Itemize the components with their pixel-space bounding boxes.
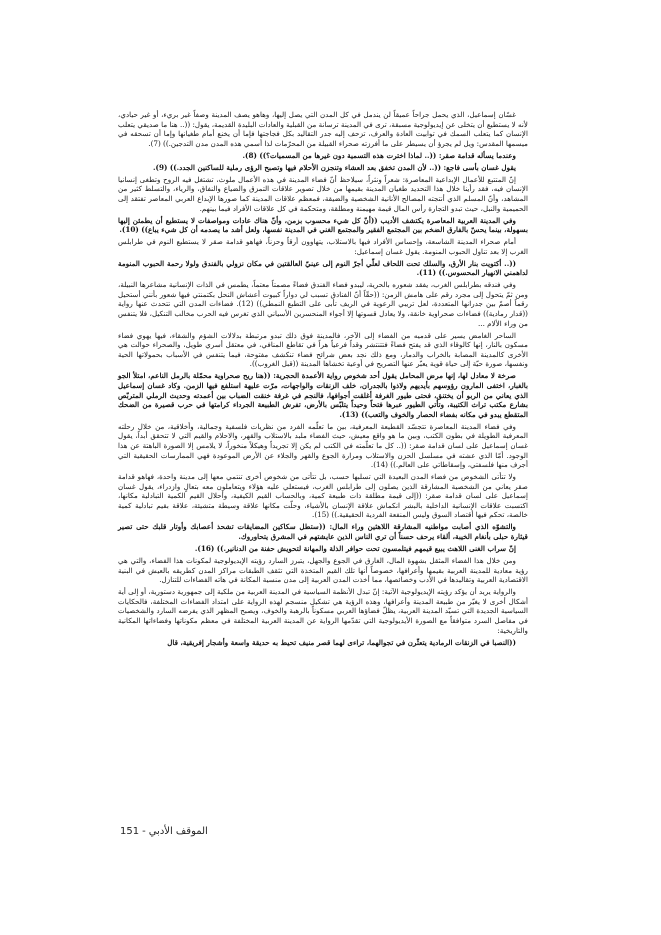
footer-separator: -	[142, 826, 146, 837]
journal-name: الموقف الأدبي	[148, 826, 208, 837]
page-footer	[120, 826, 208, 837]
paragraph: الساحر الغامض يسير على قدميه من الفضاء إلى الآخر، فالمدينة فوق ذلك تبدو مرتبطة بدلالات الشؤم والشقاء، فيها يهوي فضاء مسكون بالنار، إنها كالوقاء الذي قد يفتح فضاءً فتتنتشر وقداً فرعياً هراً في تقاطع المنافي، في معتقل أسري طويل، والصحراء حوالت هي الأخرى كالمدينة المصابة بالخراب والدمار، ومع ذلك نجد بعض شرائح فضاء تنكشف مفتوحة، فيما يتنفس في الأسباب بحمولاتها الحية ونفسها، صورة حيّة إلى حياة قوية يعبّر عنها التصريح في أوعية تخشاها المدينة ((قبل الغروب)).	[118, 330, 528, 369]
paragraph: غسّان إسماعيل، الذي يحمل جراحاً عميقاً لن يندمل في كل المدن التي يصل إليها، وهاهو يصف المدينة وصفاً غير بريء، أو غير حيادي، لأنه لا يستطيع أن يتخلى عن إيديولوجية مسبقة، ترى في المدينة ترسانة من القبلية والعادات البليدة القديمة، يقول: ((.. هنا ما صديقي يتعلب الإنسان كما يتعلب السمك في توابيت العادة والعرف، تزحف إليه جدر التقاليد بكل فجاجتها فإما أن يخنع أمام طغيانها وإما أن تسحقه في ميسمها المقدس: ويل لم يجرؤ أن يسيطر على ما أفرزته صحراء القبيلة من المحرّمات لذا أسمي هذه المدن مدن التدجين.)) (7).	[118, 110, 528, 148]
paragraph: وعندما يسأله قدامة صقر: ((.. لماذا اخترت هذه التسمية دون غيرها من المسميات؟)) (8).	[242, 150, 516, 160]
paragraph: إنّ المتتبع للأعمال الإبداعية المعاصرة: شعراً ونثراً، سيلاحظ أنّ فضاء المدينة في هذه الأعمال ملوث، تشتغل فيه الروح وتطغى إنسانيا الإنسان فيه، فقد رأينا خلال هذا التحديد طغيان المدينة بقيمها من خلال تصوير علاقات التمزق والضياع والنفاق، والرياء، والتسلط كثير من المشاهد، وأنّ المسلم الذي أنتجته المصالح الأنانية الشخصية والضيقة، فمعظم علاقات المدينة كما صورها الإبداع العربي المعاصر تفتقد إلى الحميمية والنبل، حيث تبدو التجارة رأس المال قيمة مهيمنة ومطلقة، ومتحكمة في كل علاقات الأفراد فيما بينهم.	[118, 174, 528, 213]
paragraph: ولا تتأتى الشخوص من فضاء المدن البعيدة التي تسلبها حسب، بل تتأتى من شخوص أخرى تنتمي معها إلى مدينة واحدة، فهاهو قدامة صقر يعاني من الشخصية المشارقة الذين يصلون إلى طرابلس الغرب، فيستعلي عليه هؤلاء ويتعاملون معه بتعالٍ وازدراء، يقول غسان إسماعيل على لسان قدامة صقر: ((إلى قيمة مطلقة ذات طبيعة كمية، وبالحساب القيم الكيفية، وأحلال القيم الكمية التبادلية مكانها، اكتسبت علاقات الإنسانية الداخلية بالبشر انكماش علاقة الإنسان بالأشياء، وحلّت مكانها علاقة وسيطة متشيئة، علاقة بقيم تبادلية كمية خالصة، تحكم فيها أقتصاد السوق وليس المنفعة الفردية الحقيقية.)) (15).	[118, 472, 528, 520]
paragraph: صرخة لا معادل لها، إنها مرض المحامل يقول أحد شخوص رواية الأعمدة الحجرية: ((هنا ريح صحراوية محمّلة بالرمل الناعم، امتلأ الجو بالغبار، اختفى المارون رؤوسهم بأيديهم ولاذوا بالجدران، خلف الزنقات والواجهات، مرّت عليهة استلفع فيها الزمن. وكاد غسان إسماعيل الذي يعاني من الربو أن يختنق، فحتى طيور الغرفة أغلقت أجوافها، فالنجم في غرفة خنقت الضباب بين أعمدته وحديث الرملي المتربّص بشارع مكتب تراث الكتيبة، وتأتي الطيور عبرها فتحاً وحيداً يتلبّس بالأرض، تفرش الطبيعة الجرداء كرامتها في حرب قصيرة من الضحك المتقطع يبدو في مكانه بفضاء الحصار والخوف والتعب)) (13).	[118, 371, 528, 419]
text-column	[118, 110, 528, 650]
paragraph: إنّ سراب الغنى اللاهث يبيع قيمهم فيتلمسون تحت حوافر الذلة والمهانة لتحويش حفنة من الدنانير.)) (16).	[194, 544, 516, 554]
paragraph: وفي المدينة العربية المعاصرة يكتشف الأديب ((أنّ كل شيء محسوب بزمن، وأنّ هناك عادات ومواصفات لا يستطيع أن يطمئن إليها بسهولة، بينما يحسّ بالفارق الضخم بين المجتمع الفقير والمجتمع الغني في المدينة نفسها، ولعل أشد ما يصدمه أن كل شيء يباع)) (10).	[118, 215, 528, 235]
paragraph: والتشوّه الذي أصابت مواطنيه المشارقة اللاهثين وراء المال: ((ستطل سكاكين المضايقات تشحذ أعصابك وأوتار قلبك حتى تصير قيثارة حبلى بأنغام الخيبة، ألقاء يرحف حسناً أن تري الناس الذين عايشتهم في المشرق يتحاوروك.	[118, 522, 528, 542]
paragraph: يقول غسان بأسى فاجع: ((.. لأن المدن تخفق بعد العشاء وتنجزن الأحلام فيها وتصبح الرؤى رملية للساكنين الجدد.)) (9).	[153, 162, 516, 172]
paragraph: وفي فندقه بطرابلس الغرب، يفقد شعوره بالحرية، ليبدو فضاء الفندق فضاءً مصمتاً معتماً، يطمس في الذات الإنسانية مشاعرها النبيلة، ومن ثمّ يتحول إلى مجرد رقم على هامش الزمن: ((حقّاً أنّ الفنادق تسبب لي دواراً كبيوت أعشاش النحل بكتمنتي فيها شعور بأنني أستحيل رقماً أصمّ بين جدرانها المتعددة، لعل تريبي الرعوية في الريف تأبى على التطبع النمطي)) (12). فضاءات المدن التي تتحدث عنها رواية ((قدار رمادية)) فضاءات صحراوية خانقة، ولا يعادل قسوتها إلا أجواء المنحسرين الأسياني الذي تغرس فيه الحرب مخالب التنكيل، فلا يتنفس من وراء الألام ...	[118, 280, 529, 328]
paragraph: أمام صحراء المدينة الشاسعة، وإحساس الأفراد فيها بالاستلاب، يتهاوون أرقاً وحزناً، فهاهو قدامة صقر لا يستطيع النوم في طرابلس الغرب إلا بعد تناول الحبوب المنومة. يقول غسان إسماعيل:	[118, 237, 528, 256]
paragraph: ((النصبا في الزنقات الرمادية يتعثّرن في تجوالهما، تراءى لهما قصر منيف تحيط به حديقة واسعة وأشجار إفريقية، قال	[167, 637, 516, 647]
paragraph: وفي فضاء المدينة المعاصرة تتجسّد القطيعة المعرفية، بين ما تعلّمه الفرد من نظريات فلسفية وجمالية، وأخلاقية، من خلال رحلته المعرفية الطويلة في بطون الكتب، وبين ما هو واقع معيش، حيث الفضاء ملبد بالاستلاب والقهر، والاحلام والقيم التي لا تتحقق أبداً، يقول غسان إسماعيل على لسان قدامة صقر: ((.. كل ما تعلّمته في الكتب لم يكن إلا تجريداً وهيكلاً منخوراً، لا يلامس إلا الصورة الباهتة عن هذا الوجود. أمّا الذي عشته في مسلسل الحزن والاستلاب ومرارة الجوع والقهر والجلاء عن الأرض الموعودة فهي الممارسات الحقيقية التي أجرف منها فلسفتي، وإسقاطاتي على العالم.)) (14).	[118, 421, 528, 470]
paragraph: ومن خلال هذا الفضاء المثقل بشهوة المال، الغارق في الجوع والجهل، يتبرز السارد رؤيته الإيديولوجية لمكونات هذا الفضاء، والتي هي رؤية معادية للمدينة العربية بقيمها وأعرافها، خصوصاً أنها تلك القيم المتخذة التي تثقف الطبقات مراكز المدن كطريقه بالعيش في البنية الاقتصادية العربية وتقاليدها في الأدب وخصائصها، مما أخذت المدن العربية إلى مدن منسية المكانة في هاته الفضاءات للتنازل.	[118, 556, 528, 585]
page-number: 151	[120, 826, 140, 837]
paragraph: والرواية يريد أن يؤكد رؤيته الإيديولوجية الآتية: إنّ تبدل الأنظمة السياسية في المدينة العربية من ملكية إلى جمهورية دستورية، أو إلى أية أشكال أخرى لا يغيّر من طبيعة المدينة وأعرافها، وهذه الرؤية هي تشكيل منسجم لهذه الرواية على امتداد الفضاءات المختلفة، فالحكايات السياسية الجديدة التي تسيّد المدينة العربية، يظلّ فضاؤها العربي مسكوناً بالرهبة والخوف، ويصبح المظهر الذي يفرضه السارد والشخصيات في مفاصل السرد متوافقاً مع الصورة الأيديولوجية التي تقدّمها الرواية عن المدينة العربية المختلفة في معظم مكوناتها وفضاءاتها المكانية والتاريخية:	[118, 587, 528, 635]
paragraph: ((.. أكتويت بنار الأرق، والسلك تحت اللحاف لعلّي أجرّ النوم إلى عينيّ العالقتين في مكان نزولي بالفندق ولولا رحمة الحبوب المنومة لداهمني الانهيار المحسوس.)) (11).	[118, 258, 528, 278]
